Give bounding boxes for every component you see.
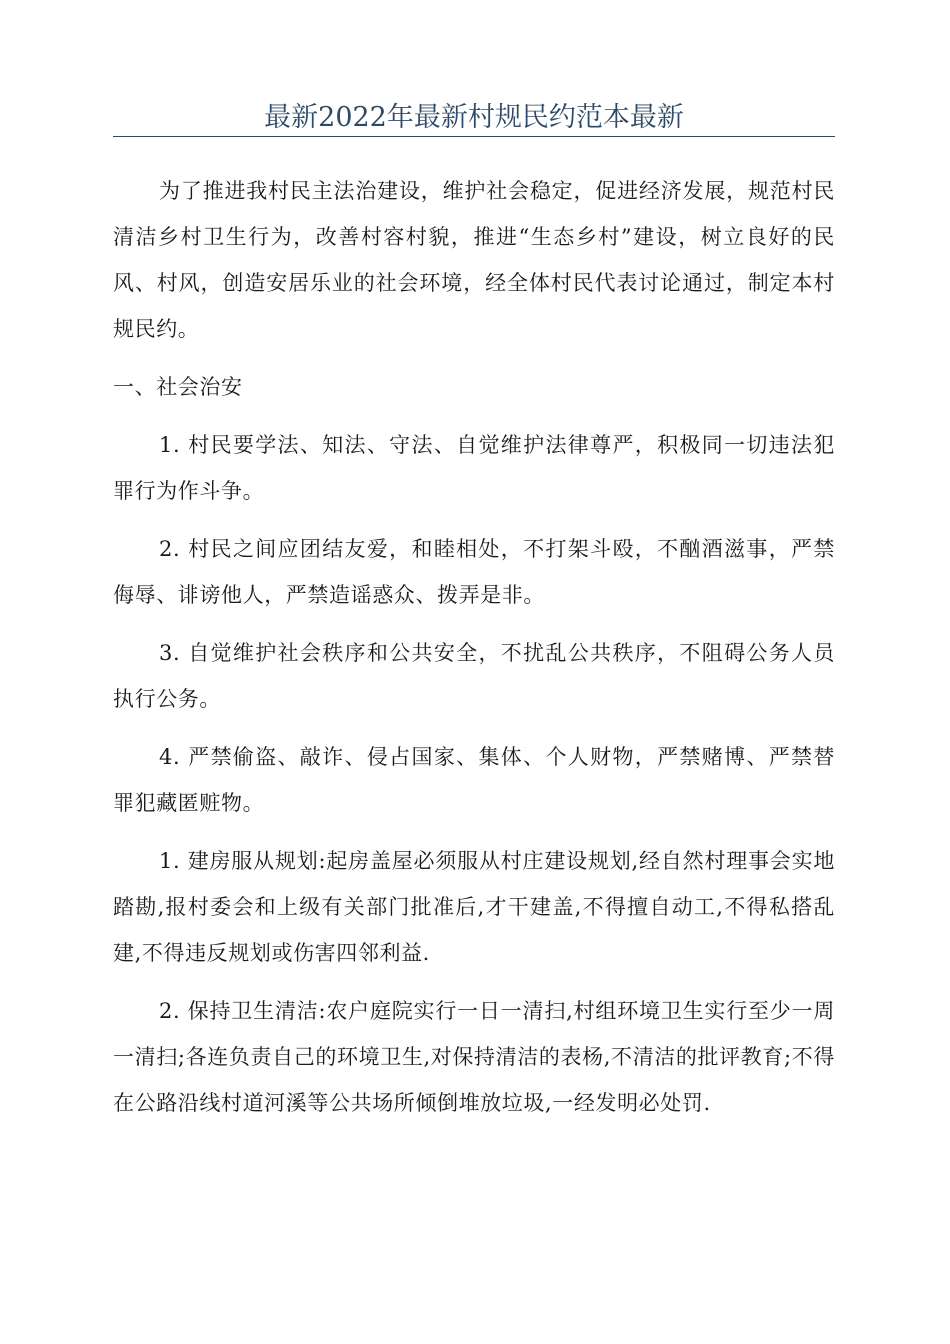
clause-paragraph: 1. 村民要学法、知法、守法、自觉维护法律尊严，积极同一切违法犯罪行为作斗争。 <box>113 433 835 503</box>
document-title: 最新2022年最新村规民约范本最新 <box>264 102 684 133</box>
document-body <box>113 168 835 1138</box>
clause-paragraph: 2. 村民之间应团结友爱，和睦相处，不打架斗殴，不酗酒滋事，严禁侮辱、诽谤他人，严禁造谣惑众、拨弄是非。 <box>113 537 835 607</box>
clause-paragraph: 1. 建房服从规划:起房盖屋必须服从村庄建设规划,经自然村理事会实地踏勘,报村委会和上级有关部门批准后,才干建盖,不得擅自动工,不得私搭乱建,不得违反规划或伤害四邻利益. <box>113 849 835 965</box>
section-heading-public-security: 一、社会治安 <box>113 375 243 399</box>
intro-paragraph: 为了推进我村民主法治建设，维护社会稳定，促进经济发展，规范村民清洁乡村卫生行为，改善村容村貌，推进“生态乡村”建设，树立良好的民风、村风，创造安居乐业的社会环境，经全体村民代表讨论通过，制定本村规民约。 <box>113 179 835 341</box>
clause-paragraph: 3. 自觉维护社会秩序和公共安全，不扰乱公共秩序，不阻碍公务人员执行公务。 <box>113 641 835 711</box>
clause-paragraph: 2. 保持卫生清洁:农户庭院实行一日一清扫,村组环境卫生实行至少一周一清扫;各连负责自己的环境卫生,对保持清洁的表杨,不清洁的批评教育;不得在公路沿线村道河溪等公共场所倾倒堆放垃圾,一经发明必处罚. <box>113 999 835 1115</box>
clause-paragraph: 4. 严禁偷盗、敲诈、侵占国家、集体、个人财物，严禁赌博、严禁替罪犯藏匿赃物。 <box>113 745 835 815</box>
title-underline <box>113 136 835 137</box>
